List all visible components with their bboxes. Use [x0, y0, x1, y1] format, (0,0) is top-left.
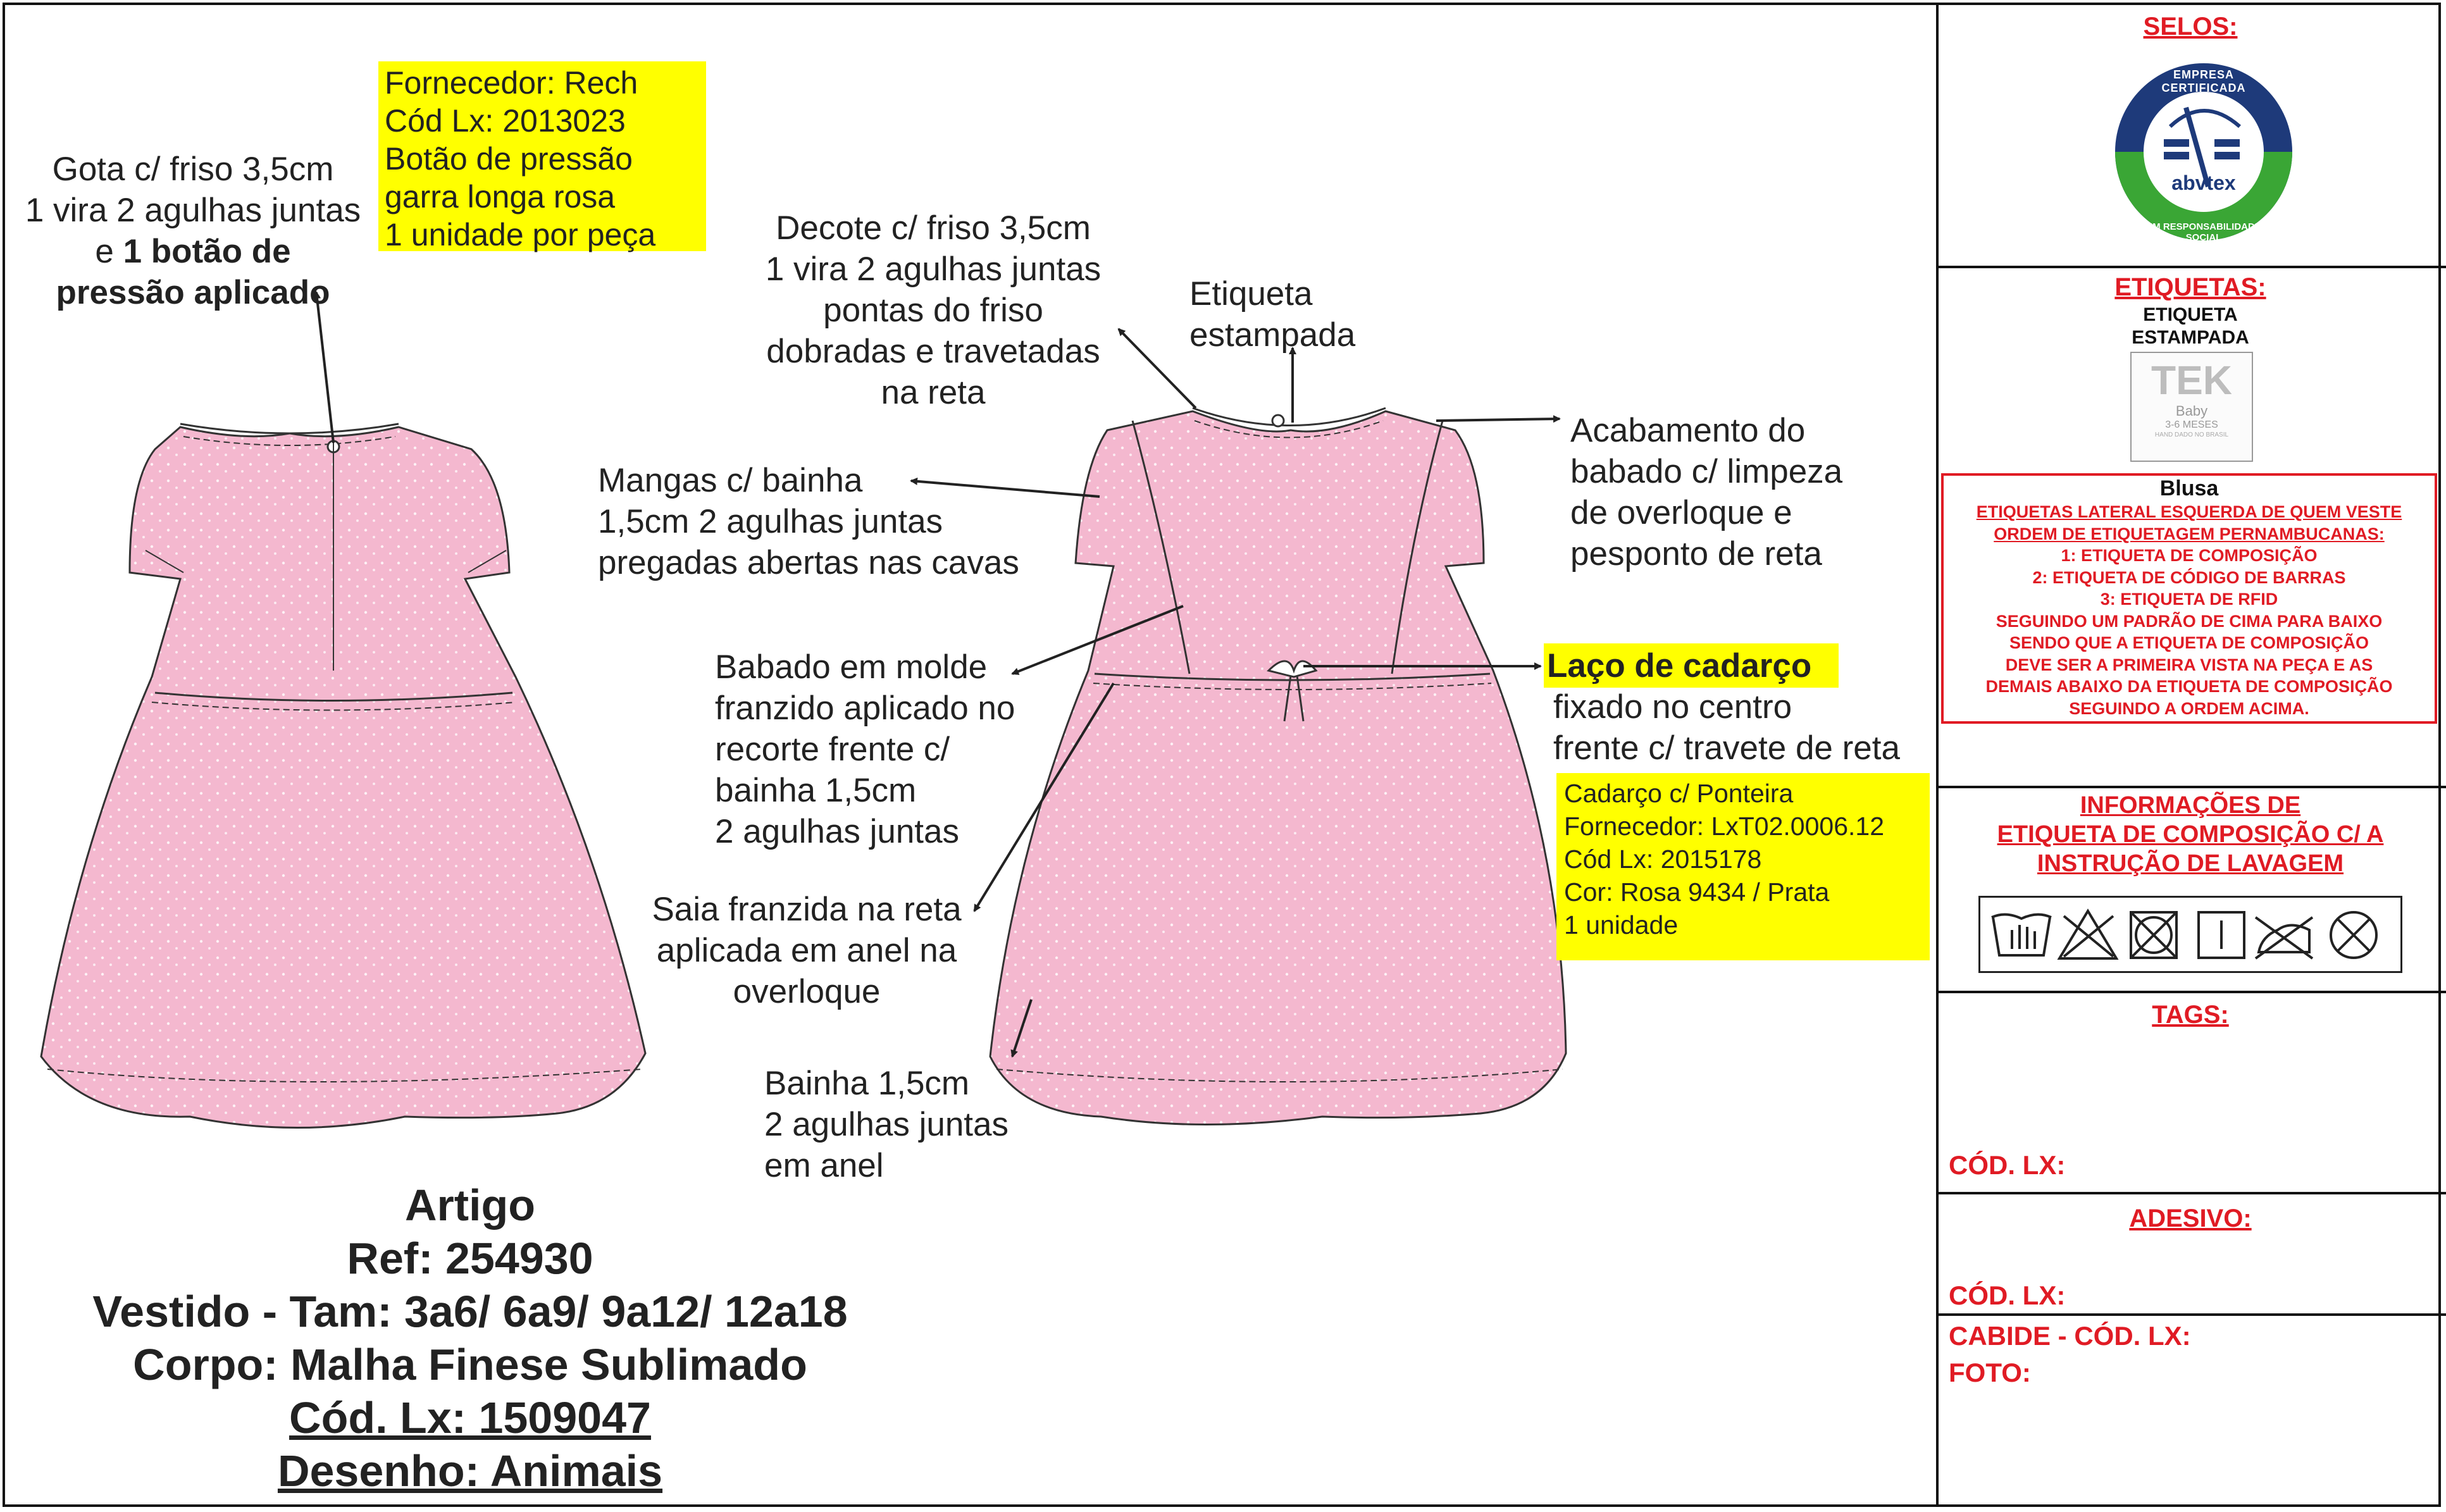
annotation-line: estampada [1189, 316, 1356, 354]
article-ref: Ref: 254930 [347, 1234, 593, 1283]
box-line: Fornecedor: LxT02.0006.12 [1564, 812, 1884, 841]
rules-line: ORDEM DE ETIQUETAGEM PERNAMBUCANAS: [1994, 524, 2385, 543]
tag-sub: Baby [2175, 403, 2208, 419]
box-line: 1 unidade [1564, 910, 1679, 939]
annotation-line: franzido aplicado no [715, 690, 1015, 727]
box-line: Botão de pressão [385, 141, 633, 177]
rules-title: Blusa [2159, 476, 2219, 500]
annotation-title: Laço de cadarço [1547, 647, 1812, 685]
no-iron-icon [2256, 917, 2313, 958]
heading-line: ETIQUETA DE COMPOSIÇÃO C/ A [1997, 821, 2384, 848]
no-bleach-icon [2059, 911, 2116, 958]
annotation-line: Gota c/ friso 3,5cm [52, 151, 334, 188]
annotation-line: Acabamento do [1570, 412, 1806, 449]
adesivo-heading: ADESIVO: [2129, 1205, 2252, 1232]
heading-line: INFORMAÇÕES DE [2080, 792, 2301, 819]
article-fabric: Corpo: Malha Finese Sublimado [133, 1340, 807, 1389]
annotation-line: Saia franzida na reta [652, 891, 962, 928]
tag-small-text: HAND DADO NO BRASIL [2154, 431, 2229, 438]
annotation-line: 1,5cm 2 agulhas juntas [598, 503, 943, 540]
annotation-line: fixado no centro [1553, 688, 1792, 726]
rules-line: SEGUINDO A ORDEM ACIMA. [2069, 698, 2309, 718]
annotation-line: na reta [881, 374, 986, 411]
annotation-line: babado c/ limpeza [1570, 453, 1843, 490]
annotation-bold-text: pressão aplicado [56, 274, 330, 311]
annotation-line: Etiqueta [1189, 275, 1313, 313]
cabide-code-label: CABIDE - CÓD. LX: [1949, 1321, 2191, 1351]
rules-line: 2: ETIQUETA DE CÓDIGO DE BARRAS [2032, 567, 2346, 587]
box-line: Cód Lx: 2013023 [385, 103, 626, 139]
box-line: garra longa rosa [385, 179, 616, 214]
seal-brand: abvtex [2171, 171, 2236, 194]
box-line: Fornecedor: Rech [385, 65, 638, 101]
box-line: Cód Lx: 2015178 [1564, 845, 1762, 874]
annotation-bold-text: 1 botão de [123, 233, 291, 270]
etiquetas-heading: ETIQUETAS: [2114, 273, 2266, 301]
rules-line: DEVE SER A PRIMEIRA VISTA NA PEÇA E AS [2005, 655, 2373, 674]
seal-top-text: EMPRESA CERTIFICADA [2161, 68, 2246, 94]
label-line: ESTAMPADA [2132, 327, 2249, 348]
article-sizes: Vestido - Tam: 3a6/ 6a9/ 9a12/ 12a18 [92, 1287, 848, 1336]
annotation-line: pregadas abertas nas cavas [598, 544, 1019, 581]
annotation-line: 1 vira 2 agulhas juntas [765, 251, 1102, 288]
annotation-line: Mangas c/ bainha [598, 462, 863, 499]
article-print: Desenho: Animais [277, 1446, 663, 1496]
box-line: Cadarço c/ Ponteira [1564, 779, 1794, 808]
tag-size: 3-6 MESES [2165, 419, 2218, 430]
annotation-line: aplicada em anel na [656, 932, 957, 969]
rules-line: 1: ETIQUETA DE COMPOSIÇÃO [2061, 546, 2318, 565]
selos-heading: SELOS: [2143, 13, 2238, 40]
adesivo-code-label: CÓD. LX: [1949, 1280, 2066, 1310]
box-line: 1 unidade por peça [385, 217, 656, 252]
no-dry-clean-icon [2331, 912, 2376, 958]
annotation-line: dobradas e travetadas [766, 333, 1100, 370]
box-line: Cor: Rosa 9434 / Prata [1564, 877, 1830, 907]
seal-bottom-text: EM RESPONSABILIDADE SOCIAL [2146, 221, 2261, 243]
annotation-line: Babado em molde [715, 648, 988, 686]
no-tumble-dry-icon [2131, 912, 2176, 958]
annotation-line: recorte frente c/ [715, 731, 950, 768]
annotation-line: 2 agulhas juntas [715, 813, 960, 850]
annotation-line: em anel [764, 1147, 884, 1184]
annotation-line: Decote c/ friso 3,5cm [776, 209, 1091, 247]
annotation-line: Bainha 1,5cm [764, 1065, 970, 1102]
annotation-line: 2 agulhas juntas [764, 1106, 1009, 1143]
foto-label: FOTO: [1949, 1358, 2031, 1387]
annotation-line: frente c/ travete de reta [1553, 729, 1900, 767]
annotation-line: bainha 1,5cm [715, 772, 917, 809]
tags-code-label: CÓD. LX: [1949, 1150, 2066, 1180]
article-label: Artigo [404, 1180, 536, 1230]
rules-line: DEMAIS ABAIXO DA ETIQUETA DE COMPOSIÇÃO [1985, 677, 2393, 696]
hand-wash-icon [1992, 914, 2051, 955]
article-code: Cód. Lx: 1509047 [289, 1393, 651, 1442]
annotation-line: pesponto de reta [1570, 535, 1822, 573]
rules-line: SEGUINDO UM PADRÃO DE CIMA PARA BAIXO [1996, 611, 2383, 631]
annotation-line: de overloque e [1570, 494, 1792, 531]
rules-line: SENDO QUE A ETIQUETA DE COMPOSIÇÃO [2009, 633, 2369, 652]
tags-heading: TAGS: [2152, 1001, 2229, 1029]
heading-line: INSTRUÇÃO DE LAVAGEM [2037, 850, 2344, 877]
annotation-line: 1 vira 2 agulhas juntas [25, 192, 361, 229]
annotation-text: e [95, 233, 123, 270]
rules-line: ETIQUETAS LATERAL ESQUERDA DE QUEM VESTE [1976, 502, 2402, 521]
line-dry-icon [2199, 912, 2244, 958]
rules-line: 3: ETIQUETA DE RFID [2100, 590, 2278, 609]
annotation-line: pontas do friso [823, 292, 1043, 329]
label-line: ETIQUETA [2143, 304, 2238, 325]
annotation-line: overloque [733, 973, 881, 1010]
tag-brand: TEK [2151, 357, 2232, 403]
